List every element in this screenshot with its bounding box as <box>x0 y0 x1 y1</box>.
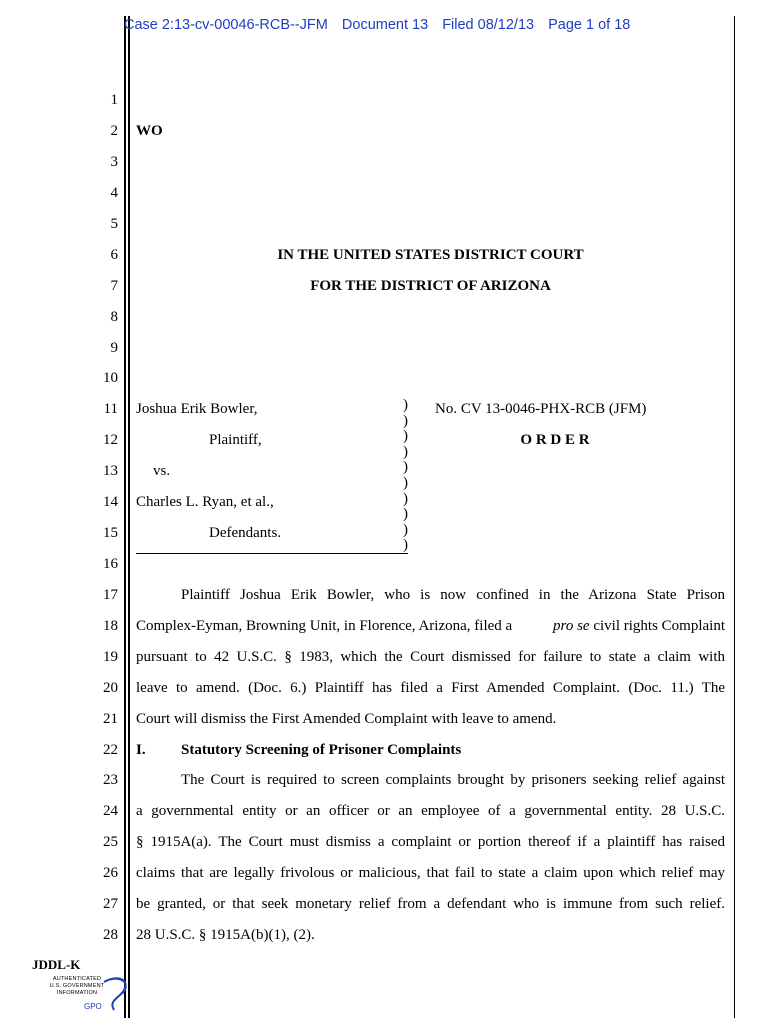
text-line: claims that are legally frivolous or malicious, that fail to state a claim upon which relief may <box>136 865 725 881</box>
line-number: 14 <box>103 494 118 510</box>
court-title: IN THE UNITED STATES DISTRICT COURT <box>277 247 584 263</box>
line-number: 5 <box>110 216 118 232</box>
defendant-role: Defendants. <box>209 525 282 541</box>
italic-text: pro se <box>553 618 590 634</box>
line-number: 9 <box>110 340 118 356</box>
case-number: No. CV 13-0046-PHX-RCB (JFM) <box>435 401 647 417</box>
line-number: 27 <box>103 896 118 912</box>
line-number: 15 <box>103 525 118 541</box>
line-number: 25 <box>103 834 118 850</box>
plaintiff-role: Plaintiff, <box>209 432 262 448</box>
line-number: 21 <box>103 711 118 727</box>
text-segment <box>553 617 725 635</box>
text-line: Plaintiff Joshua Erik Bowler, who is now confined in the Arizona State Prison <box>181 587 725 603</box>
wo-mark: WO <box>136 123 163 139</box>
section-number: I. <box>136 742 146 758</box>
line-number: 12 <box>103 432 118 448</box>
text-line: pursuant to 42 U.S.C. § 1983, which the Court dismissed for failure to state a claim with <box>136 649 725 665</box>
defendant-name: Charles L. Ryan, et al., <box>136 494 274 510</box>
line-number: 4 <box>110 185 118 201</box>
caption-parentheses: ) ) ) ) ) ) ) ) ) ) <box>403 397 408 554</box>
line-number: 2 <box>110 123 118 139</box>
filed-date-header: Filed 08/12/13 <box>442 17 535 33</box>
plaintiff-name: Joshua Erik Bowler, <box>136 401 258 417</box>
line-number: 17 <box>103 587 118 603</box>
line-number: 26 <box>103 865 118 881</box>
line-number: 23 <box>103 772 118 788</box>
text-line: The Court is required to screen complaints brought by prisoners seeking relief against <box>181 772 725 788</box>
seal-text: AUTHENTICATED <box>52 976 102 982</box>
footer-code: JDDL-K <box>32 957 81 972</box>
line-number: 28 <box>103 927 118 943</box>
line-number: 6 <box>110 247 118 263</box>
seal-text: INFORMATION <box>56 990 98 996</box>
line-number: 20 <box>103 680 118 696</box>
line-number: 19 <box>103 649 118 665</box>
line-number: 11 <box>103 401 118 417</box>
line-number: 8 <box>110 309 118 325</box>
order-title: O R D E R <box>520 432 590 448</box>
text-line: Court will dismiss the First Amended Complaint with leave to amend. <box>136 711 557 727</box>
text-line: a governmental entity or an officer or an employee of a governmental entity. 28 U.S.C. <box>136 803 725 819</box>
line-number: 22 <box>103 742 118 758</box>
gpo-authentication-seal <box>46 974 136 1016</box>
text-segment: Complex-Eyman, Browning Unit, in Florence, Arizona, filed a <box>136 618 513 634</box>
court-district: FOR THE DISTRICT OF ARIZONA <box>310 278 551 294</box>
document-number-header: Document 13 <box>341 17 429 33</box>
line-number: 1 <box>110 92 118 108</box>
caption-underline <box>136 553 408 554</box>
line-number: 18 <box>103 618 118 634</box>
right-margin-rule <box>734 16 735 1018</box>
left-margin-rule <box>124 16 126 1018</box>
text-line: be granted, or that seek monetary relief from a defendant who is immune from such relief. <box>136 896 725 912</box>
seal-text: U.S. GOVERNMENT <box>49 983 105 989</box>
line-number: 24 <box>103 803 118 819</box>
left-margin-rule-inner <box>128 16 130 1018</box>
line-number: 10 <box>103 370 118 386</box>
line-number: 13 <box>103 463 118 479</box>
text-line: 28 U.S.C. § 1915A(b)(1), (2). <box>136 927 315 943</box>
text-line: leave to amend. (Doc. 6.) Plaintiff has filed a First Amended Complaint. (Doc. 11.) The <box>136 680 725 696</box>
eagle-swoosh-icon <box>98 974 138 1014</box>
text-segment: civil rights Complaint <box>593 618 725 634</box>
line-number: 7 <box>110 278 118 294</box>
text-line <box>136 617 725 635</box>
line-number: 3 <box>110 154 118 170</box>
seal-gpo: GPO <box>84 1002 102 1011</box>
versus: vs. <box>153 463 171 479</box>
case-number-header: Case 2:13-cv-00046-RCB--JFM <box>124 17 328 33</box>
ecf-header <box>124 17 684 33</box>
page-count-header: Page 1 of 18 <box>548 17 631 33</box>
text-line: § 1915A(a). The Court must dismiss a complaint or portion thereof if a plaintiff has raised <box>136 834 725 850</box>
line-number: 16 <box>103 556 118 572</box>
section-heading: Statutory Screening of Prisoner Complaints <box>181 742 462 758</box>
